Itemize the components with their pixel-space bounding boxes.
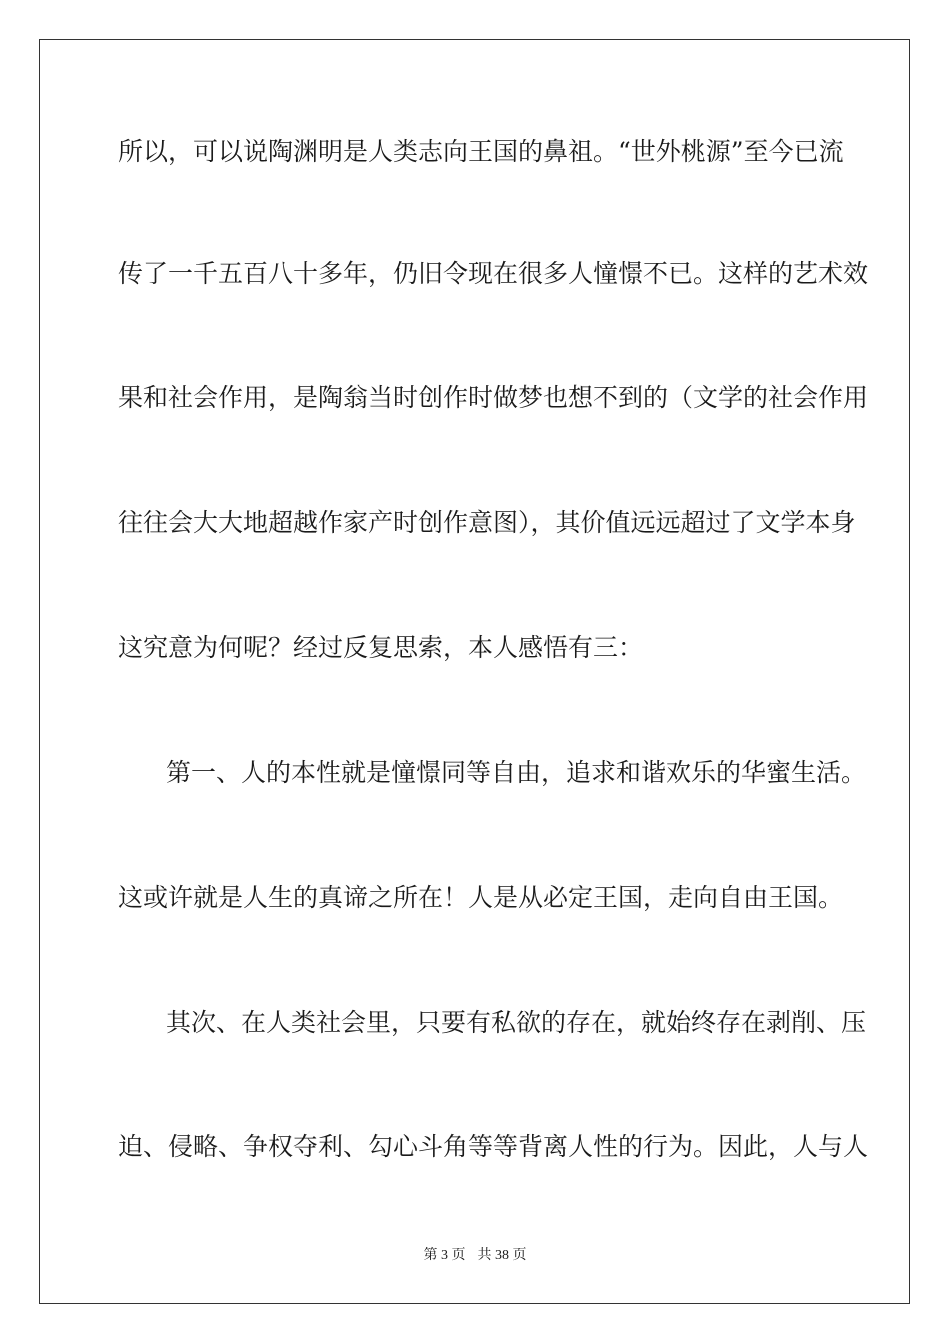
text-line-5: 这究意为何呢？经过反复思索，本人感悟有三： bbox=[118, 633, 644, 662]
text-line-2: 传了一千五百八十多年，仍旧令现在很多人憧憬不已。这样的艺术效 bbox=[118, 259, 869, 288]
text-line-6: 第一、人的本性就是憧憬同等自由，追求和谐欢乐的华蜜生活。 bbox=[166, 758, 867, 787]
text-line-7: 这或许就是人生的真谛之所在！人是从必定王国，走向自由王国。 bbox=[118, 883, 844, 912]
total-pages: 共 38 页 bbox=[477, 1248, 527, 1263]
text-line-3: 果和社会作用，是陶翁当时创作时做梦也想不到的（文学的社会作用 bbox=[118, 383, 869, 412]
page-number: 第 3 页 bbox=[423, 1248, 466, 1263]
page-frame bbox=[39, 39, 910, 1304]
page-footer bbox=[0, 1247, 950, 1265]
text-line-9: 迫、侵略、争权夺利、勾心斗角等等背离人性的行为。因此，人与人 bbox=[118, 1132, 869, 1161]
text-line-1: 所以，可以说陶渊明是人类志向王国的鼻祖。“世外桃源”至今已流 bbox=[118, 137, 844, 166]
text-line-8: 其次、在人类社会里，只要有私欲的存在，就始终存在剥削、压 bbox=[166, 1008, 867, 1037]
text-line-4: 往往会大大地超越作家产时创作意图），其价值远远超过了文学本身 bbox=[118, 508, 856, 537]
